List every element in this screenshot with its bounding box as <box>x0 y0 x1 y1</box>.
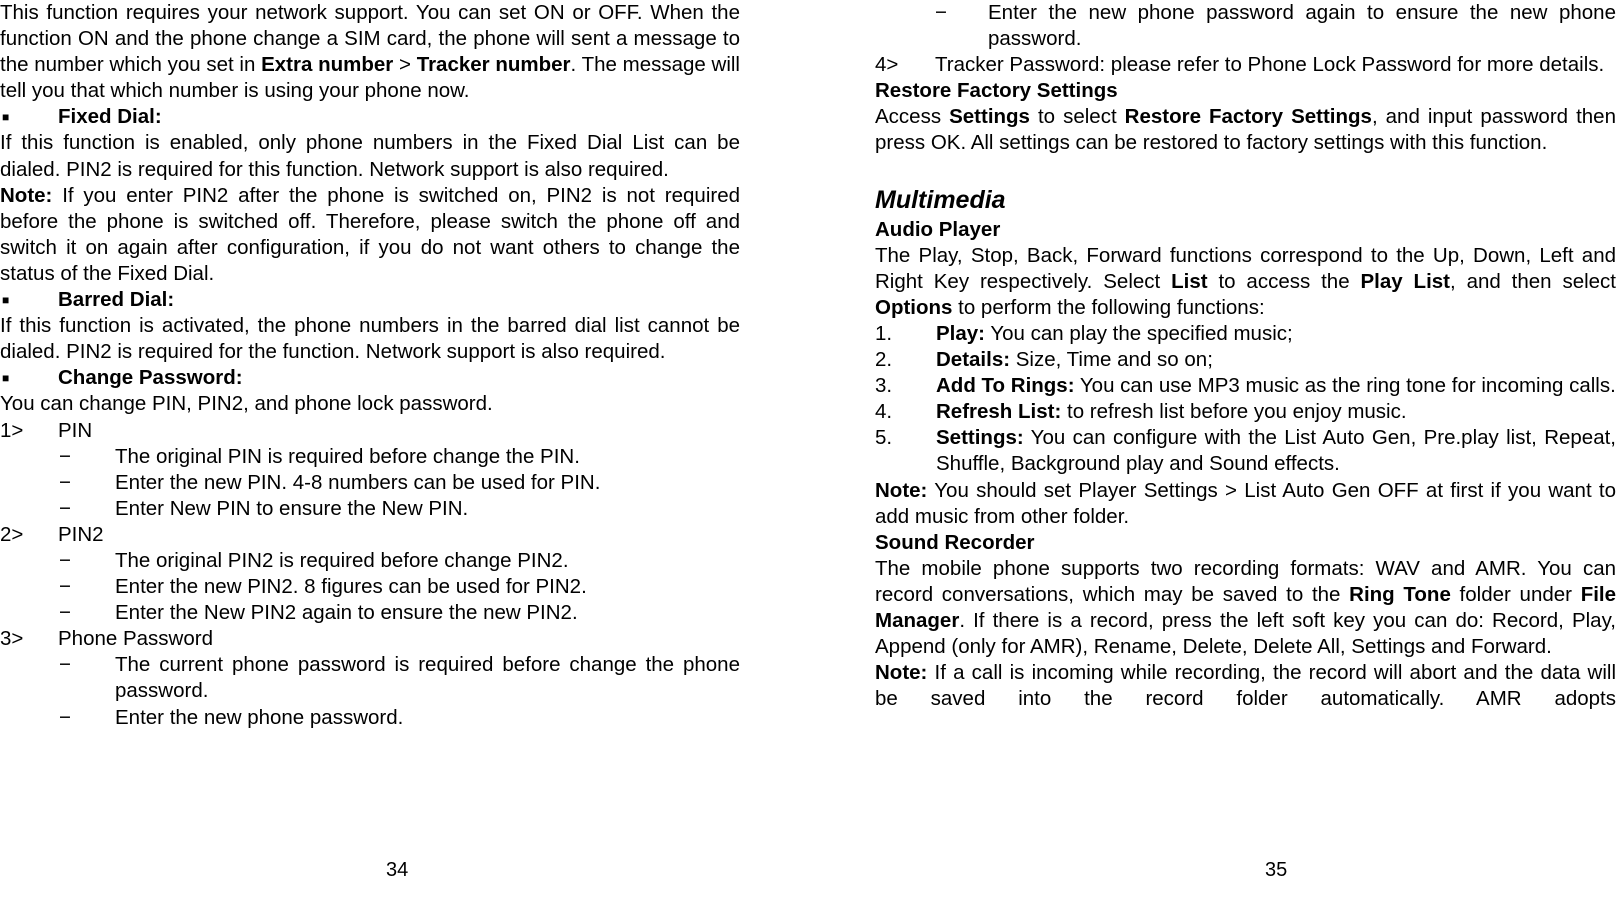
dash-bullet-icon: − <box>59 548 71 572</box>
item-label: Add To Rings: <box>936 374 1075 398</box>
pin-step <box>0 444 740 470</box>
step-text: Enter the New PIN2 again to ensure the new PIN2. <box>115 601 578 625</box>
step-text: Enter the new phone password again to ensure the new phone password. <box>988 1 1616 51</box>
note-text: If you enter PIN2 after the phone is switched on, PIN2 is not required before the phone is switched off. Therefore, please switch the phone off and switch it on again after configuration, if you do not want others to change the status of the Fixed Dial. <box>0 183 740 285</box>
text-span: . The message will tell you that which number is using your phone now. <box>0 53 740 103</box>
dash-bullet-icon: − <box>59 653 71 677</box>
text-span: The mobile phone supports two recording formats: WAV and AMR. You can record conversations, which may be saved to the <box>875 556 1616 606</box>
barred-dial-heading <box>0 287 740 313</box>
heading-text: Change Password: <box>58 366 243 390</box>
item-number: 4. <box>875 400 893 424</box>
tracker-number-term: Tracker number <box>416 53 571 77</box>
pin2-step <box>0 600 740 626</box>
text-span: , and then select <box>1450 269 1616 293</box>
tracker-password-item <box>875 52 1616 78</box>
audio-function-item <box>875 425 1616 477</box>
item-label: Phone Password <box>58 627 213 651</box>
item-label: PIN2 <box>58 522 104 546</box>
pin-step <box>0 496 740 522</box>
fixed-dial-note <box>0 183 740 287</box>
heading-text: Barred Dial: <box>58 288 175 312</box>
sound-recorder-heading <box>875 530 1616 556</box>
pin2-item <box>0 522 740 548</box>
text-span: Access <box>875 105 950 129</box>
text-span: > <box>393 53 417 77</box>
audio-function-item <box>875 321 1616 347</box>
item-number: 2> <box>0 522 24 546</box>
extra-number-term: Extra number <box>261 53 394 77</box>
play-list-term: Play List <box>1360 269 1450 293</box>
item-text: Tracker Password: please refer to Phone Lock Password for more details. <box>935 53 1605 77</box>
item-text: You can play the specified music; <box>985 321 1293 345</box>
text-span: , and input password then press OK. All settings can be restored to factory settings with this function. <box>875 105 1616 155</box>
audio-function-item <box>875 399 1616 425</box>
step-text: Enter the new PIN. 4-8 numbers can be used for PIN. <box>115 470 601 494</box>
step-text: Enter the new PIN2. 8 figures can be used for PIN2. <box>115 575 587 599</box>
item-number: 1. <box>875 321 893 345</box>
multimedia-heading: Multimedia <box>875 185 1006 214</box>
list-term: List <box>1171 269 1208 293</box>
item-number: 1> <box>0 418 24 442</box>
step-text: The original PIN is required before change the PIN. <box>115 444 580 468</box>
heading-text: Audio Player <box>875 217 1001 241</box>
restore-factory-heading <box>875 78 1616 104</box>
change-password-heading <box>0 365 740 391</box>
item-label: Play: <box>936 321 985 345</box>
dash-bullet-icon: − <box>935 1 947 24</box>
right-page <box>875 0 1616 712</box>
item-text: You can configure with the List Auto Gen, Pre.play list, Repeat, Shuffle, Background play and Sound effects. <box>936 426 1616 476</box>
bullet-square-icon: ■ <box>2 293 10 308</box>
audio-player-note <box>875 478 1616 530</box>
fixed-dial-heading <box>0 104 740 130</box>
step-text: The current phone password is required before change the phone password. <box>115 653 740 703</box>
item-number: 2. <box>875 348 893 372</box>
phone-password-step-continued <box>875 0 1616 52</box>
text-span: to select <box>1029 105 1125 129</box>
item-label: PIN <box>58 418 93 442</box>
note-text: If a call is incoming while recording, the record will abort and the data will be saved into the record folder automatically. AMR adopts <box>875 661 1616 711</box>
text-span: The Play, Stop, Back, Forward functions correspond to the Up, Down, Left and Right Key respectively. Select <box>875 243 1616 293</box>
text-span: to access the <box>1207 269 1361 293</box>
restore-factory-term: Restore Factory Settings <box>1124 105 1372 129</box>
file-manager-term: File Manager <box>875 582 1617 632</box>
left-page <box>0 0 740 731</box>
audio-function-item <box>875 347 1616 373</box>
pin2-step <box>0 574 740 600</box>
ring-tone-term: Ring Tone <box>1349 582 1451 606</box>
settings-term: Settings <box>949 105 1030 129</box>
item-label: Details: <box>936 348 1011 372</box>
item-label: Settings: <box>936 426 1024 450</box>
note-label: Note: <box>875 661 928 685</box>
bullet-square-icon: ■ <box>2 110 10 125</box>
barred-dial-body: If this function is activated, the phone numbers in the barred dial list cannot be dialed. PIN2 is required for the function. Network support is also required. <box>0 314 740 364</box>
bullet-square-icon: ■ <box>2 371 10 386</box>
phone-password-step <box>0 705 740 731</box>
tracker-intro-paragraph <box>0 0 740 104</box>
dash-bullet-icon: − <box>59 601 71 625</box>
dash-bullet-icon: − <box>59 575 71 599</box>
note-text: You should set Player Settings > List Auto Gen OFF at first if you want to add music from other folder. <box>875 478 1616 528</box>
note-label: Note: <box>875 478 928 502</box>
item-text: You can use MP3 music as the ring tone for incoming calls. <box>1074 374 1616 398</box>
audio-function-item <box>875 373 1616 399</box>
audio-player-heading <box>875 217 1616 243</box>
item-text: to refresh list before you enjoy music. <box>1061 400 1407 424</box>
pin-step <box>0 470 740 496</box>
options-term: Options <box>875 295 953 319</box>
pin2-step <box>0 548 740 574</box>
step-text: Enter the new phone password. <box>115 705 404 729</box>
text-span: . If there is a record, press the left soft key you can do: Record, Play, Append (only for AMR), Rename, Delete, Delete All, Settings and Forward. <box>875 608 1616 659</box>
audio-player-body <box>875 243 1616 321</box>
heading-text: Restore Factory Settings <box>875 79 1118 103</box>
item-number: 3. <box>875 374 893 398</box>
item-label: Refresh List: <box>936 400 1062 424</box>
phone-password-item <box>0 626 740 652</box>
heading-text: Sound Recorder <box>875 530 1035 554</box>
dash-bullet-icon: − <box>59 444 71 468</box>
text-span: This function requires your network support. You can set ON or OFF. When the function ON and the phone change a SIM card, the phone will sent a message to the number which you set in <box>0 1 740 77</box>
sound-recorder-note <box>875 660 1616 712</box>
item-number: 5. <box>875 426 893 450</box>
step-text: Enter New PIN to ensure the New PIN. <box>115 496 469 520</box>
page-number-right: 35 <box>1265 859 1288 881</box>
item-text: Size, Time and so on; <box>1010 348 1213 372</box>
change-password-intro: You can change PIN, PIN2, and phone lock password. <box>0 392 493 416</box>
heading-text: Fixed Dial: <box>58 105 162 129</box>
sound-recorder-body <box>875 556 1616 660</box>
text-span: to perform the following functions: <box>952 295 1265 319</box>
step-text: The original PIN2 is required before change PIN2. <box>115 548 569 572</box>
dash-bullet-icon: − <box>59 470 71 494</box>
note-label: Note: <box>0 183 53 207</box>
pin-item <box>0 418 740 444</box>
page-number-left: 34 <box>386 859 409 881</box>
dash-bullet-icon: − <box>59 705 71 729</box>
dash-bullet-icon: − <box>59 496 71 520</box>
item-number: 3> <box>0 627 24 651</box>
restore-factory-body <box>875 104 1616 156</box>
phone-password-step <box>0 652 740 704</box>
text-span: folder under <box>1450 582 1581 606</box>
item-number: 4> <box>875 53 899 77</box>
fixed-dial-body: If this function is enabled, only phone numbers in the Fixed Dial List can be dialed. PIN2 is required for this function. Network support is also required. <box>0 131 740 181</box>
